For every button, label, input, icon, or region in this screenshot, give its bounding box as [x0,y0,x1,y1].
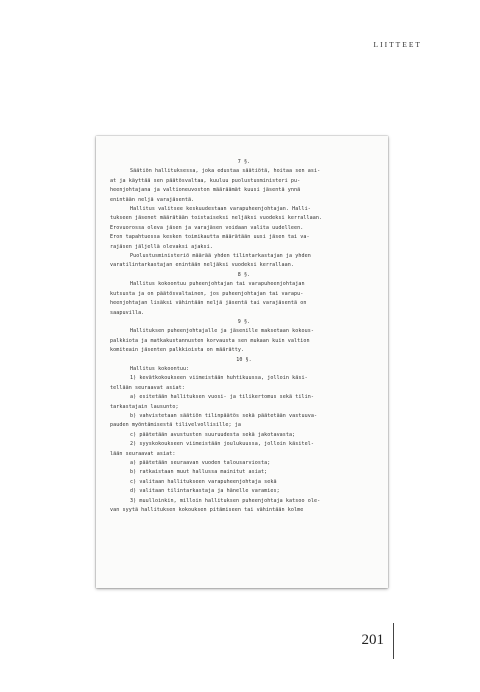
typed-line: pauden myöntämisestä tilivelvollisille; ja [110,422,241,429]
typed-line: a) päätetään seuraavan vuoden talousarviosta; [130,460,271,466]
typed-line: 8 §. [237,271,251,278]
typed-line: 10 §. [236,356,252,363]
page-number: 201 [361,632,384,648]
typed-line: 3) muulloinkin, milloin hallituksen puheenjohtaja katsoo ole- [130,497,321,504]
typed-line: Hallitus valitsee keskuudestaan varapuheenjohtajan. Halli- [130,206,311,213]
typed-line: Hallitus kokoontuu puheenjohtajan tai varapuheenjohtajan [130,281,305,288]
typed-line: lään seuraavat asiat: [110,450,176,457]
running-head: LIITTEET [373,40,422,49]
typed-line: saapuvilla. [110,309,145,316]
typed-line: c) valitaan hallitukseen varapuheenjohtaja sekä [130,478,277,485]
typed-line: palkkiota ja matkakustannusten korvausta sen mukaan kuin valtion [110,337,310,344]
typed-line: heenjohtajana ja valtioneuvoston määräämät kuusi jäsentä ynnä [110,187,301,194]
typed-line: tellään seuraavat asiat: [110,384,185,391]
scanned-document [96,136,388,588]
typed-line: Erovuorossa oleva jäsen ja varajäsen voidaan valita uudelleen. [110,224,304,231]
typed-line: kutsusta ja on päätösvaltainen, jos puheenjohtajan tai varapu- [110,290,304,297]
typed-line: Puolustusministeriö määrää yhden tilintarkastajan ja yhden [130,253,311,260]
typed-line: 9 §. [237,318,251,325]
typed-line: heenjohtajan lisäksi vähintään neljä jäsentä tai varajäsentä on [110,300,307,307]
typed-line: rajäsen jäljellä olevaksi ajaksi. [110,243,213,250]
page-number-rule [393,623,394,659]
typewritten-text [110,158,378,515]
typed-line: Säätiön hallituksessa, joka edustaa säätiötä, hoitaa sen asi- [130,168,321,175]
typed-line: a) esitetään hallituksen vuosi- ja tilikertomus sekä tilin- [130,394,314,401]
typed-line: tukseen jäsenet määrätään toistaiseksi neljäksi vuodeksi kerrallaan. [110,215,323,222]
typed-line: Eron tapahtuessa kesken toimikautta määrätään uusi jäsen tai va- [110,234,310,241]
typed-line: enintään neljä varajäsentä. [110,196,195,203]
typed-line: 7 §. [237,159,251,165]
typed-line: d) valitaan tilintarkastaja ja hänelle varamies; [130,488,280,495]
typed-line: b) ratkaistaan muut hallussa mainitut asiat; [130,469,268,476]
typed-line: at ja käyttää sen päätösvaltaa, kuuluu puolustusministeri pu- [110,177,301,184]
typed-line: 1) kevätkokoukseen viimeistään huhtikuussa, jolloin käsi- [130,375,308,382]
typed-line: Hallitus kokoontuu: [130,365,190,372]
typed-line: van syytä hallituksen kokouksen pitämiseen tai vähintään kolme [110,507,304,514]
typed-line: 2) syyskokoukseen viimeistään joulukuussa, jolloin käsitel- [130,441,314,448]
typed-line: varatilintarkastajan enintään neljäksi vuodeksi kerrallaan. [110,262,294,269]
typed-line: komiteain jäsenten palkkioista on määrätty. [110,347,245,354]
typed-line: b) vahvistetaan säätiön tilinpäätös sekä päätetään vastuuva- [130,412,318,419]
typed-line: c) päätetään avustusten suuruudesta sekä jakotavasta; [130,431,296,438]
typed-line: tarkastajain lausunto; [110,403,179,410]
typed-line: Hallituksen puheenjohtajalle ja jäsenille maksetaan kokous- [130,328,314,335]
